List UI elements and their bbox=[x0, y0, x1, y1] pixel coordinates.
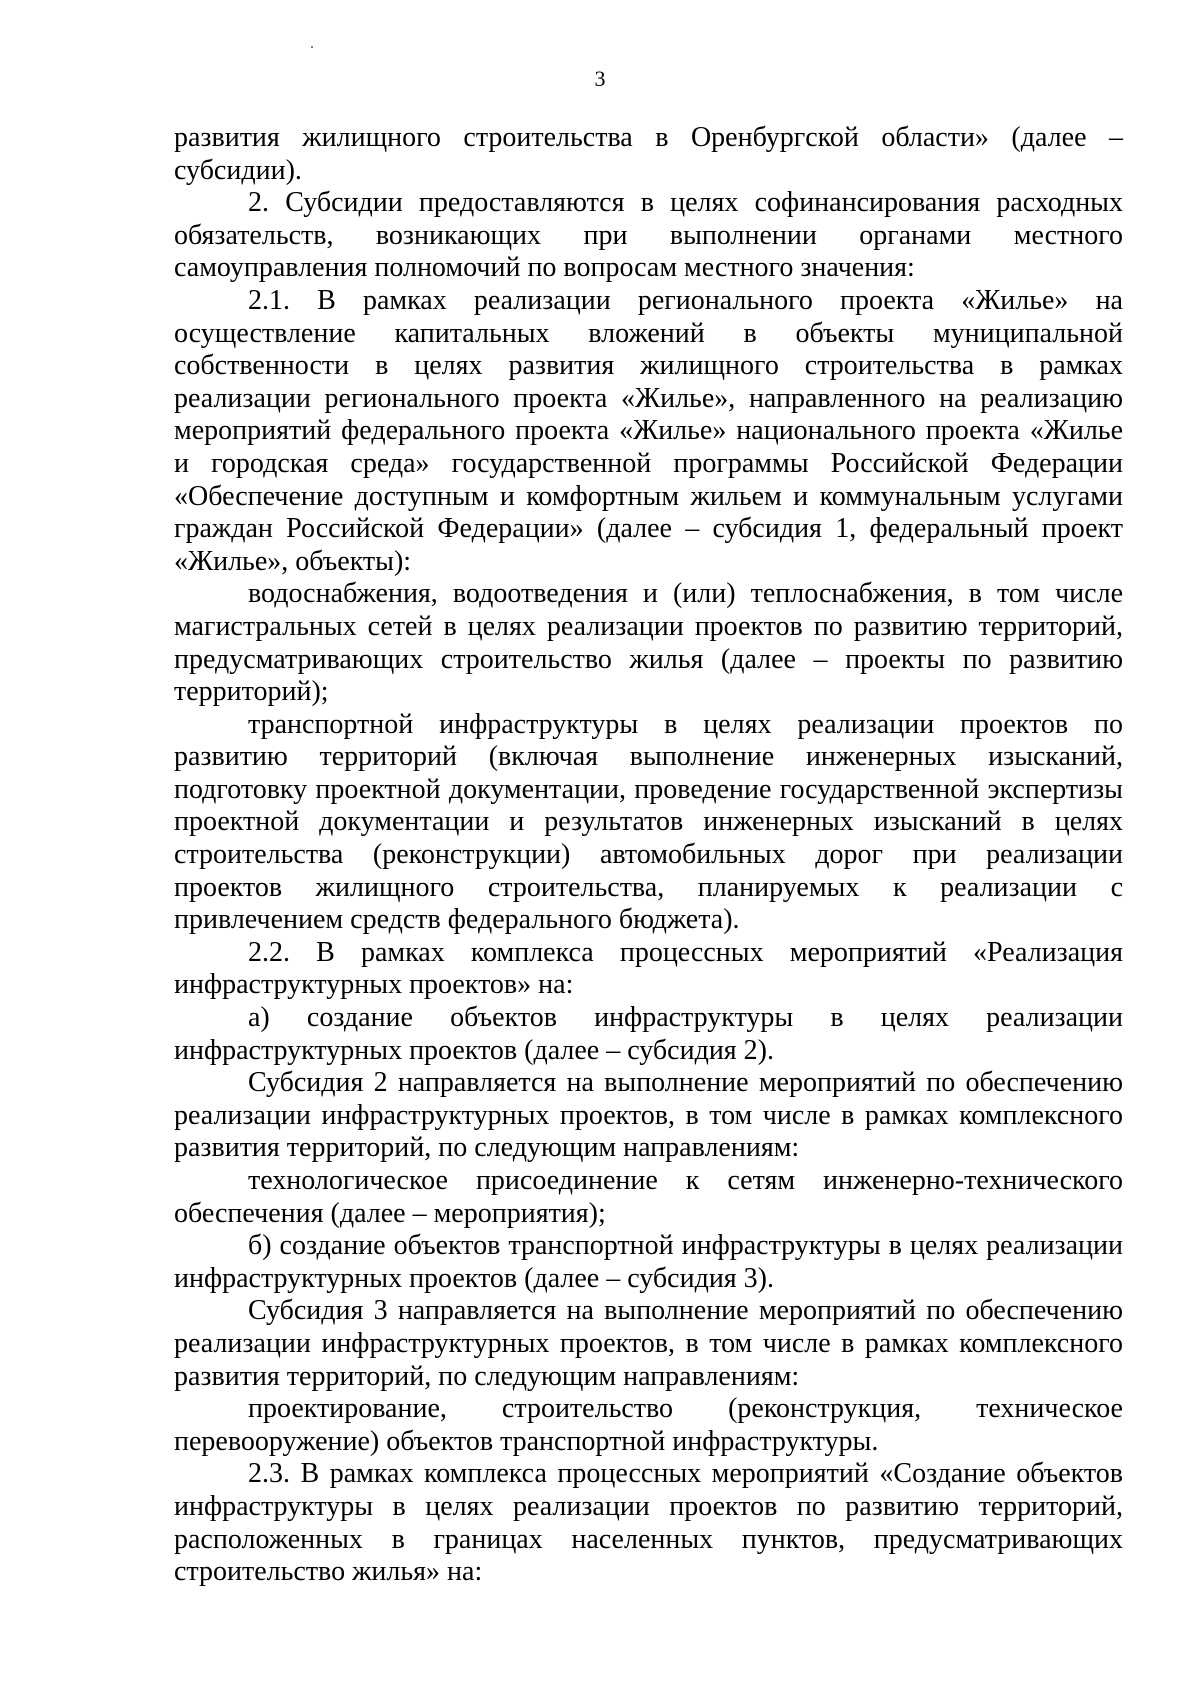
paragraph-design-construction: проектирование, строительство (реконструкция, техническое перевооружение) объектов транспортной инфраструктуры. bbox=[174, 1393, 1123, 1457]
paragraph-2-2: 2.2. В рамках комплекса процессных мероприятий «Реализация инфраструктурных проектов» на: bbox=[174, 936, 1123, 1001]
paragraph-subsidy-2-directions: Субсидия 2 направляется на выполнение мероприятий по обеспечению реализации инфраструктурных проектов, в том числе в рамках комплексного развития территорий, по следующим направлениям: bbox=[174, 1067, 1123, 1164]
paragraph-2-3: 2.3. В рамках комплекса процессных мероприятий «Создание объектов инфраструктуры в целях реализации проектов по развитию территорий, расположенных в границах населенных пунктов, предусматривающих строительство жилья» на: bbox=[174, 1458, 1123, 1588]
paragraph-2-1: 2.1. В рамках реализации регионального проекта «Жилье» на осуществление капитальных вложений в объекты муниципальной собственности в целях развития жилищного строительства в рамках реализации регионального проекта «Жилье», направленного на реализацию мероприятий федерального проекта «Жилье» национального проекта «Жилье и городская среда» государственной программы Российской Федерации «Обеспечение доступным и комфортным жильем и коммунальным услугами граждан Российской Федерации» (далее – субсидия 1, федеральный проект «Жилье», объекты): bbox=[174, 284, 1123, 577]
paragraph-transport-infrastructure: транспортной инфраструктуры в целях реализации проектов по развитию территорий (включая выполнение инженерных изысканий, подготовку проектной документации, проведение государственной экспертизы проектной документации и результатов инженерных изысканий в целях строительства (реконструкции) автомобильных дорог при реализации проектов жилищного строительства, планируемых к реализации с привлечением средств федерального бюджета). bbox=[174, 708, 1123, 936]
document-body bbox=[174, 122, 1123, 1589]
paragraph-2-2-b: б) создание объектов транспортной инфраструктуры в целях реализации инфраструктурных проектов (далее – субсидия 3). bbox=[174, 1230, 1123, 1294]
paragraph-subsidy-3-directions: Субсидия 3 направляется на выполнение мероприятий по обеспечению реализации инфраструктурных проектов, в том числе в рамках комплексного развития территорий, по следующим направлениям: bbox=[174, 1295, 1123, 1392]
scan-speck bbox=[311, 46, 313, 48]
page-number: 3 bbox=[594, 66, 606, 91]
paragraph-technological-connection: технологическое присоединение к сетям инженерно-технического обеспечения (далее – мероприятия); bbox=[174, 1165, 1123, 1229]
paragraph-subsidies-intro: развития жилищного строительства в Оренбургской области» (далее – субсидии). bbox=[174, 122, 1123, 186]
paragraph-2-2-a: а) создание объектов инфраструктуры в целях реализации инфраструктурных проектов (далее – субсидия 2). bbox=[174, 1002, 1123, 1066]
paragraph-2: 2. Субсидии предоставляются в целях софинансирования расходных обязательств, возникающих при выполнении органами местного самоуправления полномочий по вопросам местного значения: bbox=[174, 187, 1123, 284]
paragraph-water-supply: водоснабжения, водоотведения и (или) теплоснабжения, в том числе магистральных сетей в целях реализации проектов по развитию территорий, предусматривающих строительство жилья (далее – проекты по развитию территорий); bbox=[174, 578, 1123, 708]
